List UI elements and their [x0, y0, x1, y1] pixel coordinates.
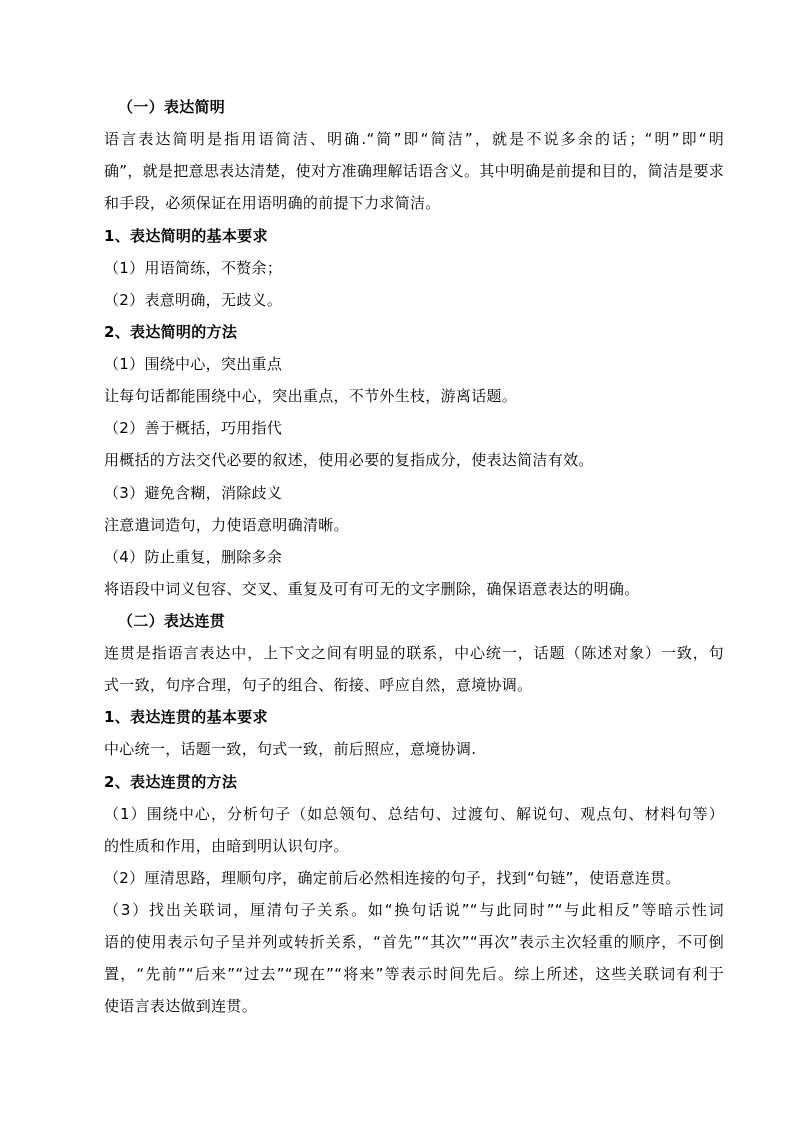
paragraph-line: 置，“先前”“后来”“过去”“现在”“将来”等表示时间先后。综上所述，这些关联词有利于 [104, 965, 724, 983]
list-item: （3）避免含糊，消除歧义 [104, 484, 283, 502]
subheading-concise-methods: 2、表达简明的方法 [104, 323, 238, 341]
paragraph-line: 语言表达简明是指用语简洁、明确.“简”即“简洁”，就是不说多余的话；“明”即“明 [104, 130, 724, 148]
section-heading-coherent: （二）表达连贯 [118, 612, 226, 630]
paragraph-line: 连贯是指语言表达中，上下文之间有明显的联系，中心统一，话题（陈述对象）一致，句 [104, 644, 724, 662]
paragraph-line: 注意遣词造句，力使语意明确清晰。 [104, 516, 349, 534]
list-item: （3）找出关联词，厘清句子关系。如“换句话说”“与此同时”“与此相反”等暗示性词 [104, 901, 724, 919]
paragraph-line: 的性质和作用，由暗到明认识句序。 [104, 837, 349, 855]
paragraph-line: 让每句话都能围绕中心，突出重点，不节外生枝，游离话题。 [104, 387, 518, 405]
list-item: （2）表意明确，无歧义。 [104, 291, 283, 309]
subheading-coherent-methods: 2、表达连贯的方法 [104, 773, 238, 791]
subheading-concise-requirements: 1、表达简明的基本要求 [104, 227, 268, 245]
paragraph-line: 和手段，必须保证在用语明确的前提下力求简洁。 [104, 194, 441, 212]
list-item: （4）防止重复，删除多余 [104, 548, 283, 566]
subheading-coherent-requirements: 1、表达连贯的基本要求 [104, 708, 268, 726]
list-item: （1）围绕中心，突出重点 [104, 355, 283, 373]
paragraph-line: 使语言表达做到连贯。 [104, 997, 258, 1015]
paragraph-line: 语的使用表示句子呈并列或转折关系，“首先”“其次”“再次”表示主次轻重的顺序，不可倒 [104, 933, 724, 951]
list-item: （1）用语简练，不赘余； [104, 259, 283, 277]
paragraph-line: 式一致，句序合理，句子的组合、衔接、呼应自然，意境协调。 [104, 676, 533, 694]
section-heading-concise: （一）表达简明 [118, 98, 226, 116]
list-item: （1）围绕中心，分析句子（如总领句、总结句、过渡句、解说句、观点句、材料句等） [104, 805, 724, 823]
list-item: （2）厘清思路，理顺句序，确定前后必然相连接的句子，找到“句链”，使语意连贯。 [104, 869, 681, 887]
paragraph-line: 用概括的方法交代必要的叙述，使用必要的复指成分，使表达简洁有效。 [104, 451, 594, 469]
paragraph-line: 确”，就是把意思表达清楚，使对方准确理解话语含义。其中明确是前提和目的，简洁是要求 [104, 162, 725, 180]
paragraph-line: 将语段中词义包容、交叉、重复及可有可无的文字删除，确保语意表达的明确。 [104, 580, 640, 598]
list-item: （2）善于概括，巧用指代 [104, 419, 283, 437]
paragraph-line: 中心统一，话题一致，句式一致，前后照应，意境协调. [104, 740, 477, 758]
